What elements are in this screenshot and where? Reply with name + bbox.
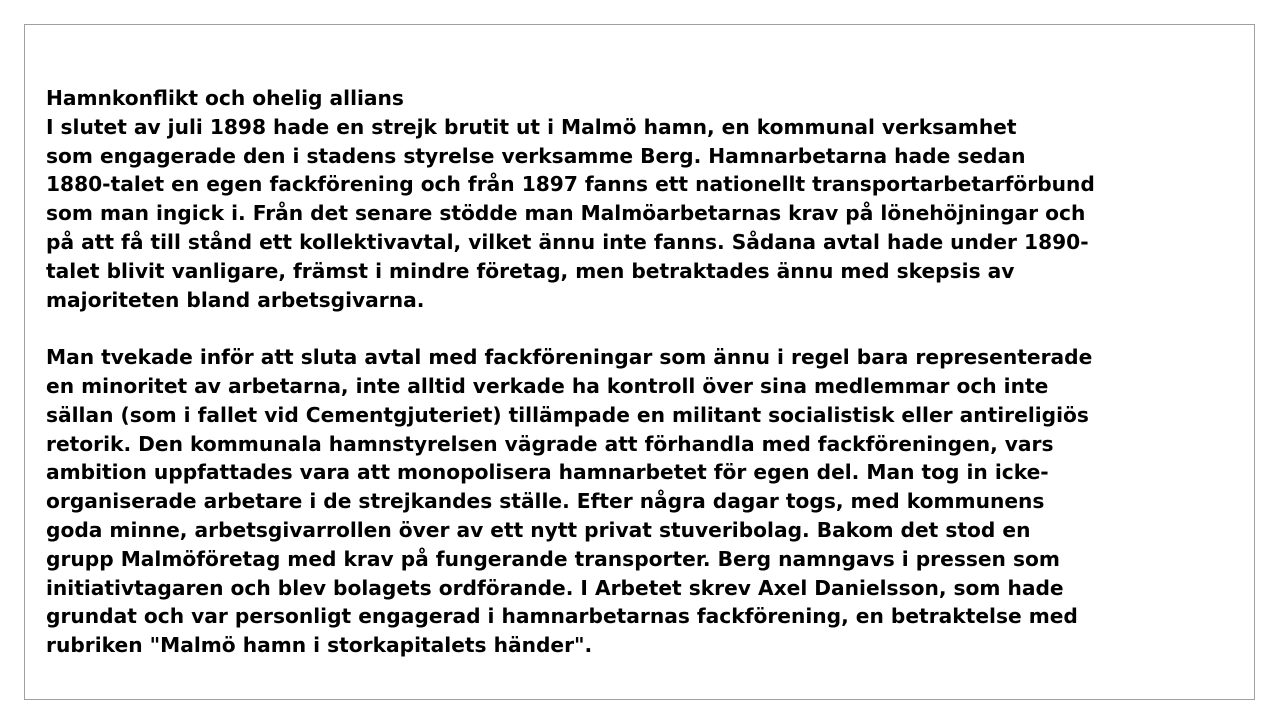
document-body: [46, 84, 1256, 660]
paragraph-line: en minoritet av arbetarna, inte alltid verkade ha kontroll över sina medlemmar och inte: [46, 373, 1049, 398]
paragraph-line: som man ingick i. Från det senare stödde man Malmöarbetarnas krav på lönehöjningar och: [46, 201, 1086, 226]
paragraph-line: retorik. Den kommunala hamnstyrelsen vägrade att förhandla med fackföreningen, vars: [46, 431, 1054, 456]
paragraph-line: 1880-talet en egen fackförening och från 1897 fanns ett nationellt transportarbetarförbund: [46, 172, 1095, 197]
paragraph-line: ambition uppfattades vara att monopolisera hamnarbetet för egen del. Man tog in icke-: [46, 460, 1049, 485]
paragraph-line: talet blivit vanligare, främst i mindre företag, men betraktades ännu med skepsis av: [46, 258, 1015, 283]
paragraph-line: goda minne, arbetsgivarrollen över av ett nytt privat stuveribolag. Bakom det stod en: [46, 517, 1031, 542]
paragraph-line: sällan (som i fallet vid Cementgjuteriet) tillämpade en militant socialistisk eller antireligiös: [46, 402, 1089, 427]
paragraph-line: på att få till stånd ett kollektivavtal, vilket ännu inte fanns. Sådana avtal hade under 1890-: [46, 229, 1089, 254]
paragraph-line: som engagerade den i stadens styrelse verksamme Berg. Hamnarbetarna hade sedan: [46, 143, 1026, 168]
paragraph-line: initiativtagaren och blev bolagets ordförande. I Arbetet skrev Axel Danielsson, som hade: [46, 575, 1064, 600]
paragraph-line: organiserade arbetare i de strejkandes ställe. Efter några dagar togs, med kommunens: [46, 489, 1045, 514]
paragraph-line: I slutet av juli 1898 hade en strejk brutit ut i Malmö hamn, en kommunal verksamhet: [46, 114, 1017, 139]
paragraph-1: [46, 113, 1256, 315]
paragraph-line: Man tvekade inför att sluta avtal med fackföreningar som ännu i regel bara representerade: [46, 345, 1093, 370]
paragraph-gap: [46, 314, 1256, 343]
paragraph-line: grupp Malmöföretag med krav på fungerande transporter. Berg namngavs i pressen som: [46, 546, 1060, 571]
paragraph-line: majoriteten bland arbetsgivarna.: [46, 287, 425, 312]
paragraph-line: grundat och var personligt engagerad i hamnarbetarnas fackförening, en betraktelse med: [46, 604, 1078, 629]
paragraph-2: [46, 343, 1256, 660]
paragraph-line: rubriken "Malmö hamn i storkapitalets händer".: [46, 633, 593, 658]
document-heading: Hamnkonflikt och ohelig allians: [46, 86, 404, 110]
